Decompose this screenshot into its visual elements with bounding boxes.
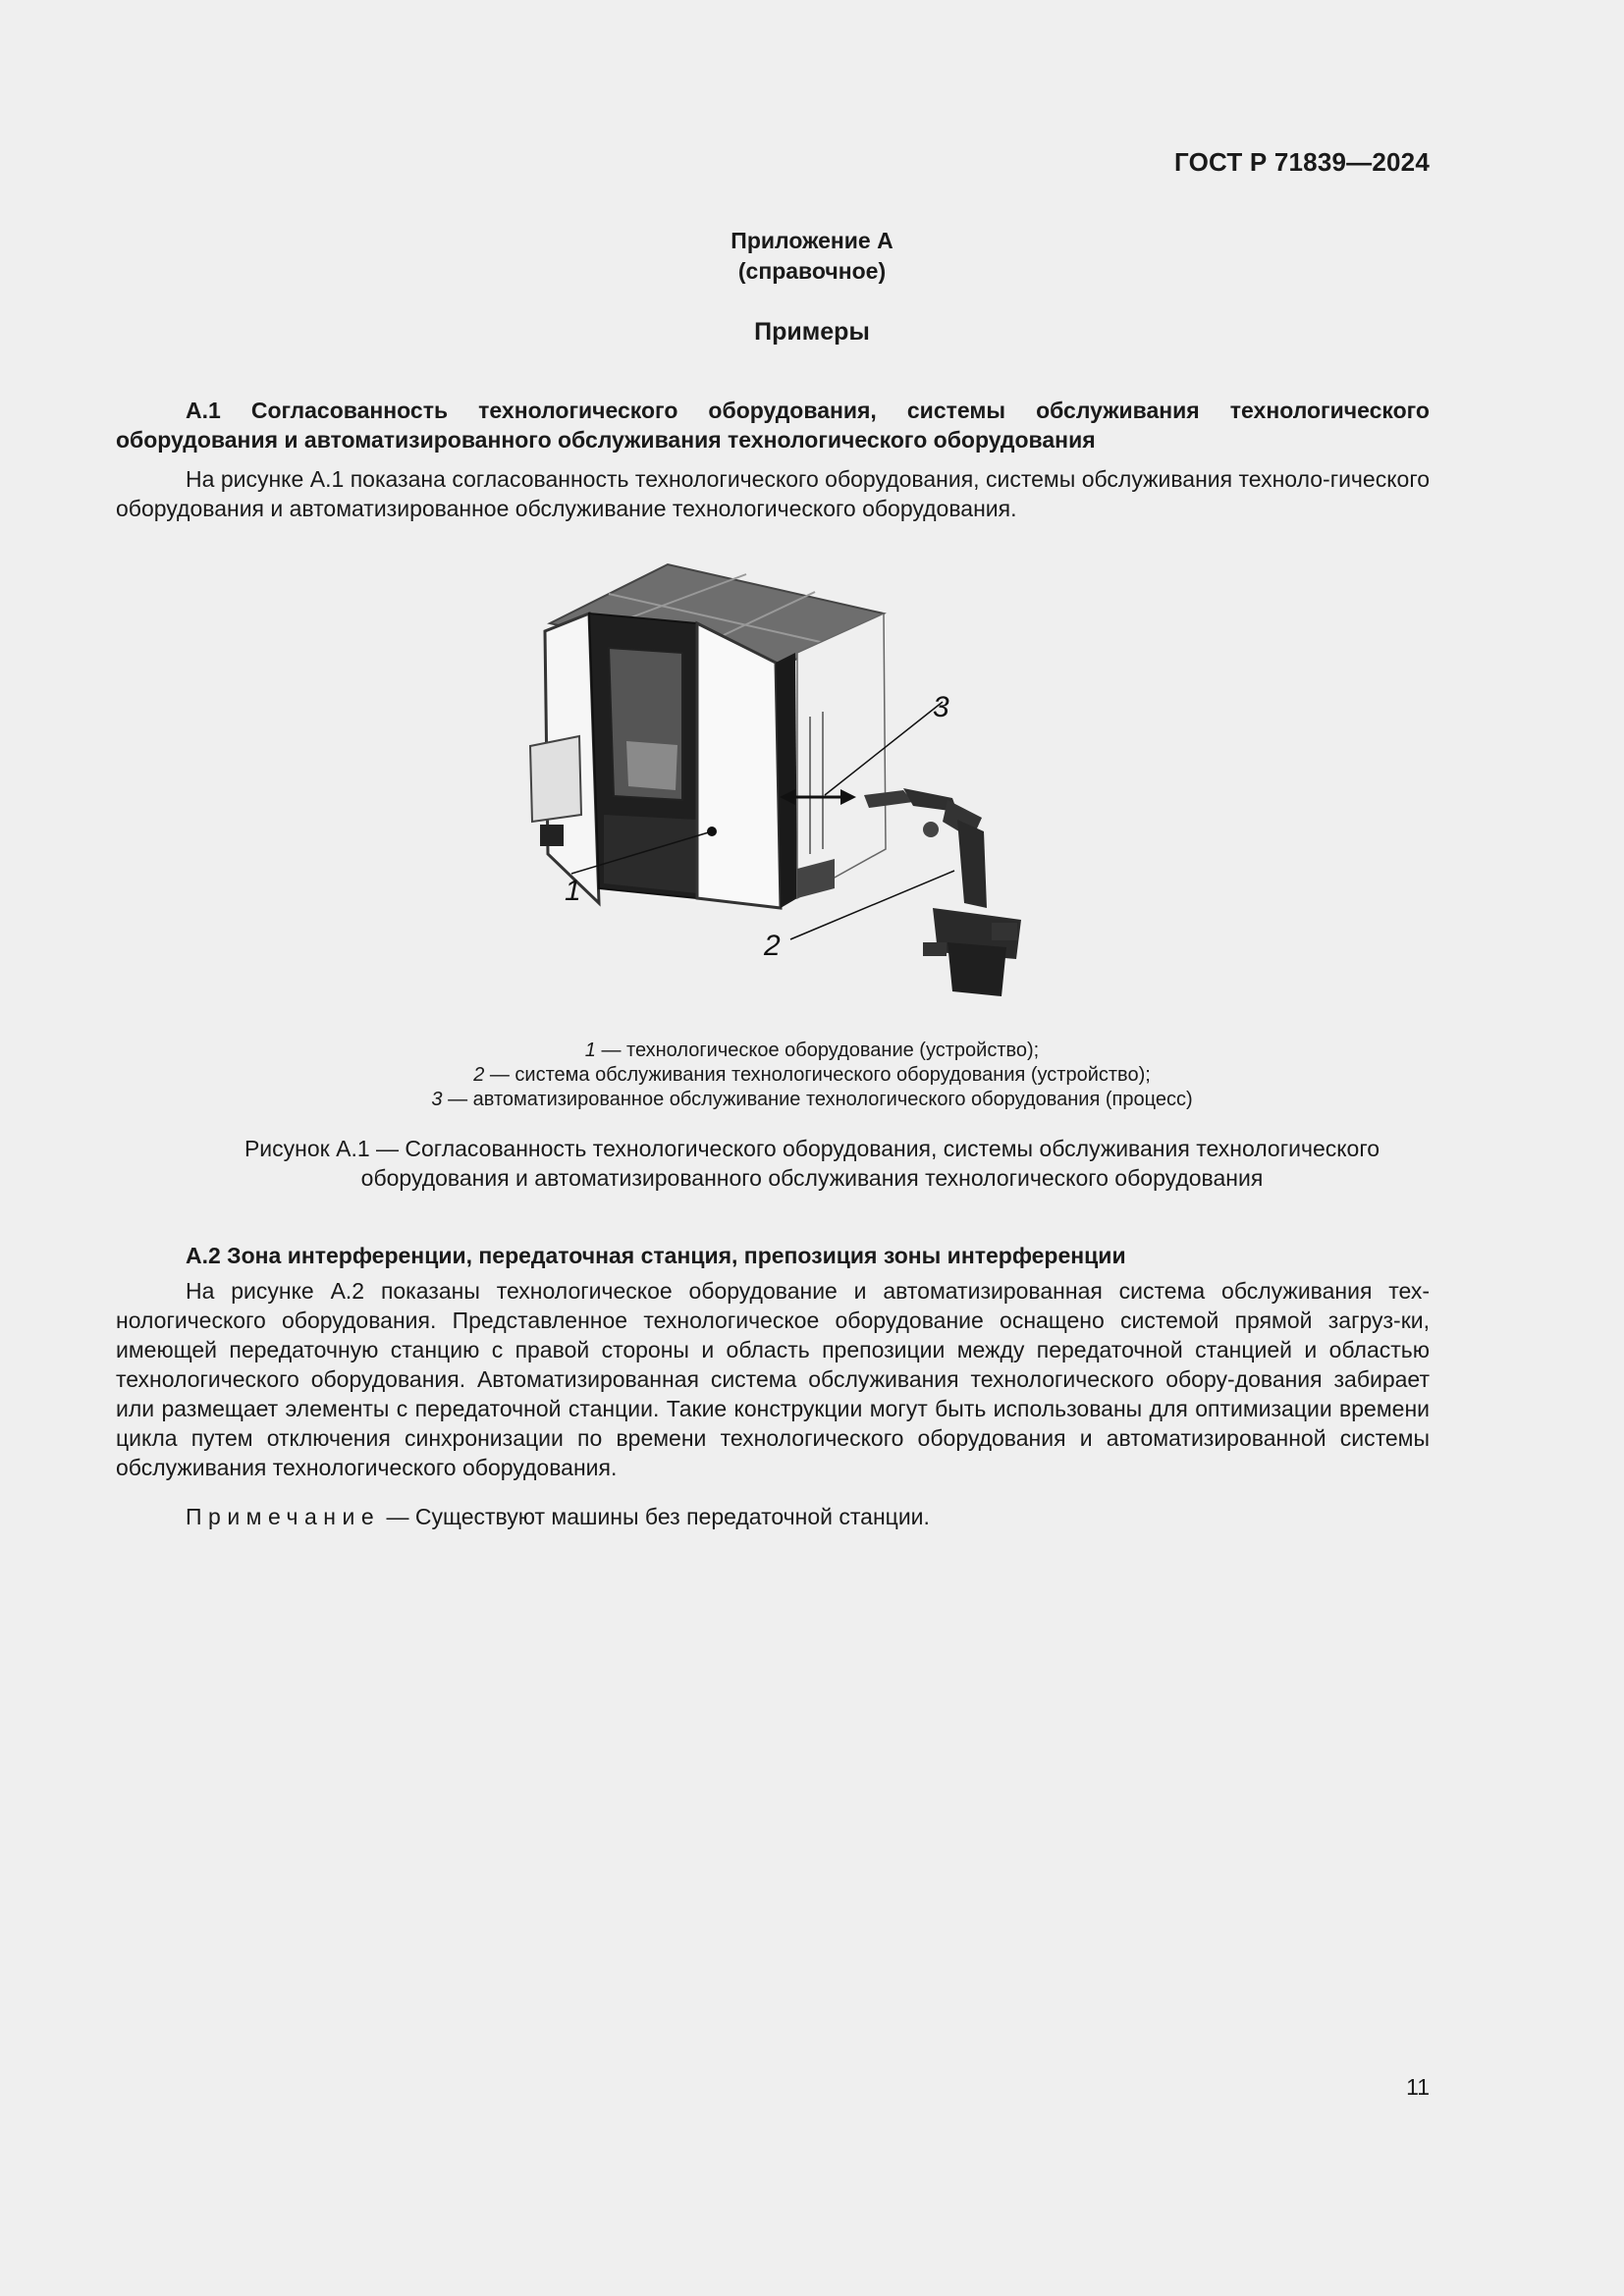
callout-3: 3: [933, 691, 949, 723]
figure-a1-illustration: [511, 555, 1041, 1006]
standard-code: ГОСТ Р 71839—2024: [1174, 147, 1430, 177]
section-a1-heading: А.1 Согласованность технологического оборудования, системы обслуживания технологического оборудования и автоматизированного обслуживания технологического оборудования: [116, 398, 1430, 453]
callout-1: 1: [565, 875, 581, 907]
page-number: 11: [1406, 2074, 1430, 2100]
section-a2-body: На рисунке А.2 показаны технологическое оборудование и автоматизированная система обслуживания тех-нологического оборудования. Представленное технологическое оборудование оснащено системой прямой загруз-ки, имеющей передаточную станцию с правой стороны и область препозиции между передаточной станцией и областью технологического оборудования. Автоматизированная система обслуживания технологического обору-дования забирает или размещает элементы с передаточной станции. Такие конструкции могут быть использованы для оптимизации времени цикла путем отключения синхронизации по времени технологического оборудования и автоматизированной системы обслуживания технологического оборудования.: [116, 1278, 1430, 1480]
figure-legend: [0, 1039, 1624, 1112]
note-label: Примечание: [186, 1504, 381, 1529]
section-a2-heading: А.2 Зона интерференции, передаточная станция, препозиция зоны интерференции: [186, 1243, 1126, 1268]
section-a1-body: На рисунке А.1 показана согласованность технологического оборудования, системы обслуживания техноло-гического оборудования и автоматизированное обслуживание технологического оборудования.: [116, 466, 1430, 521]
annex-subtitle: (справочное): [737, 258, 887, 284]
legend-item: 1 — технологическое оборудование (устройство);: [584, 1040, 1040, 1061]
annex-title: Приложение А: [731, 228, 893, 253]
annex-heading: Примеры: [754, 318, 870, 346]
legend-item: 3 — автоматизированное обслуживание технологического оборудования (процесс): [431, 1089, 1193, 1110]
callout-2: 2: [764, 930, 781, 962]
figure-caption: Рисунок А.1 — Согласованность технологического оборудования, системы обслуживания технологического оборудования и автоматизированного обслуживания технологического оборудования: [244, 1136, 1380, 1191]
note-text: — Существуют машины без передаточной станции.: [380, 1504, 930, 1529]
note: [186, 1502, 930, 1531]
legend-item: 2 — система обслуживания технологического оборудования (устройство);: [473, 1064, 1151, 1086]
